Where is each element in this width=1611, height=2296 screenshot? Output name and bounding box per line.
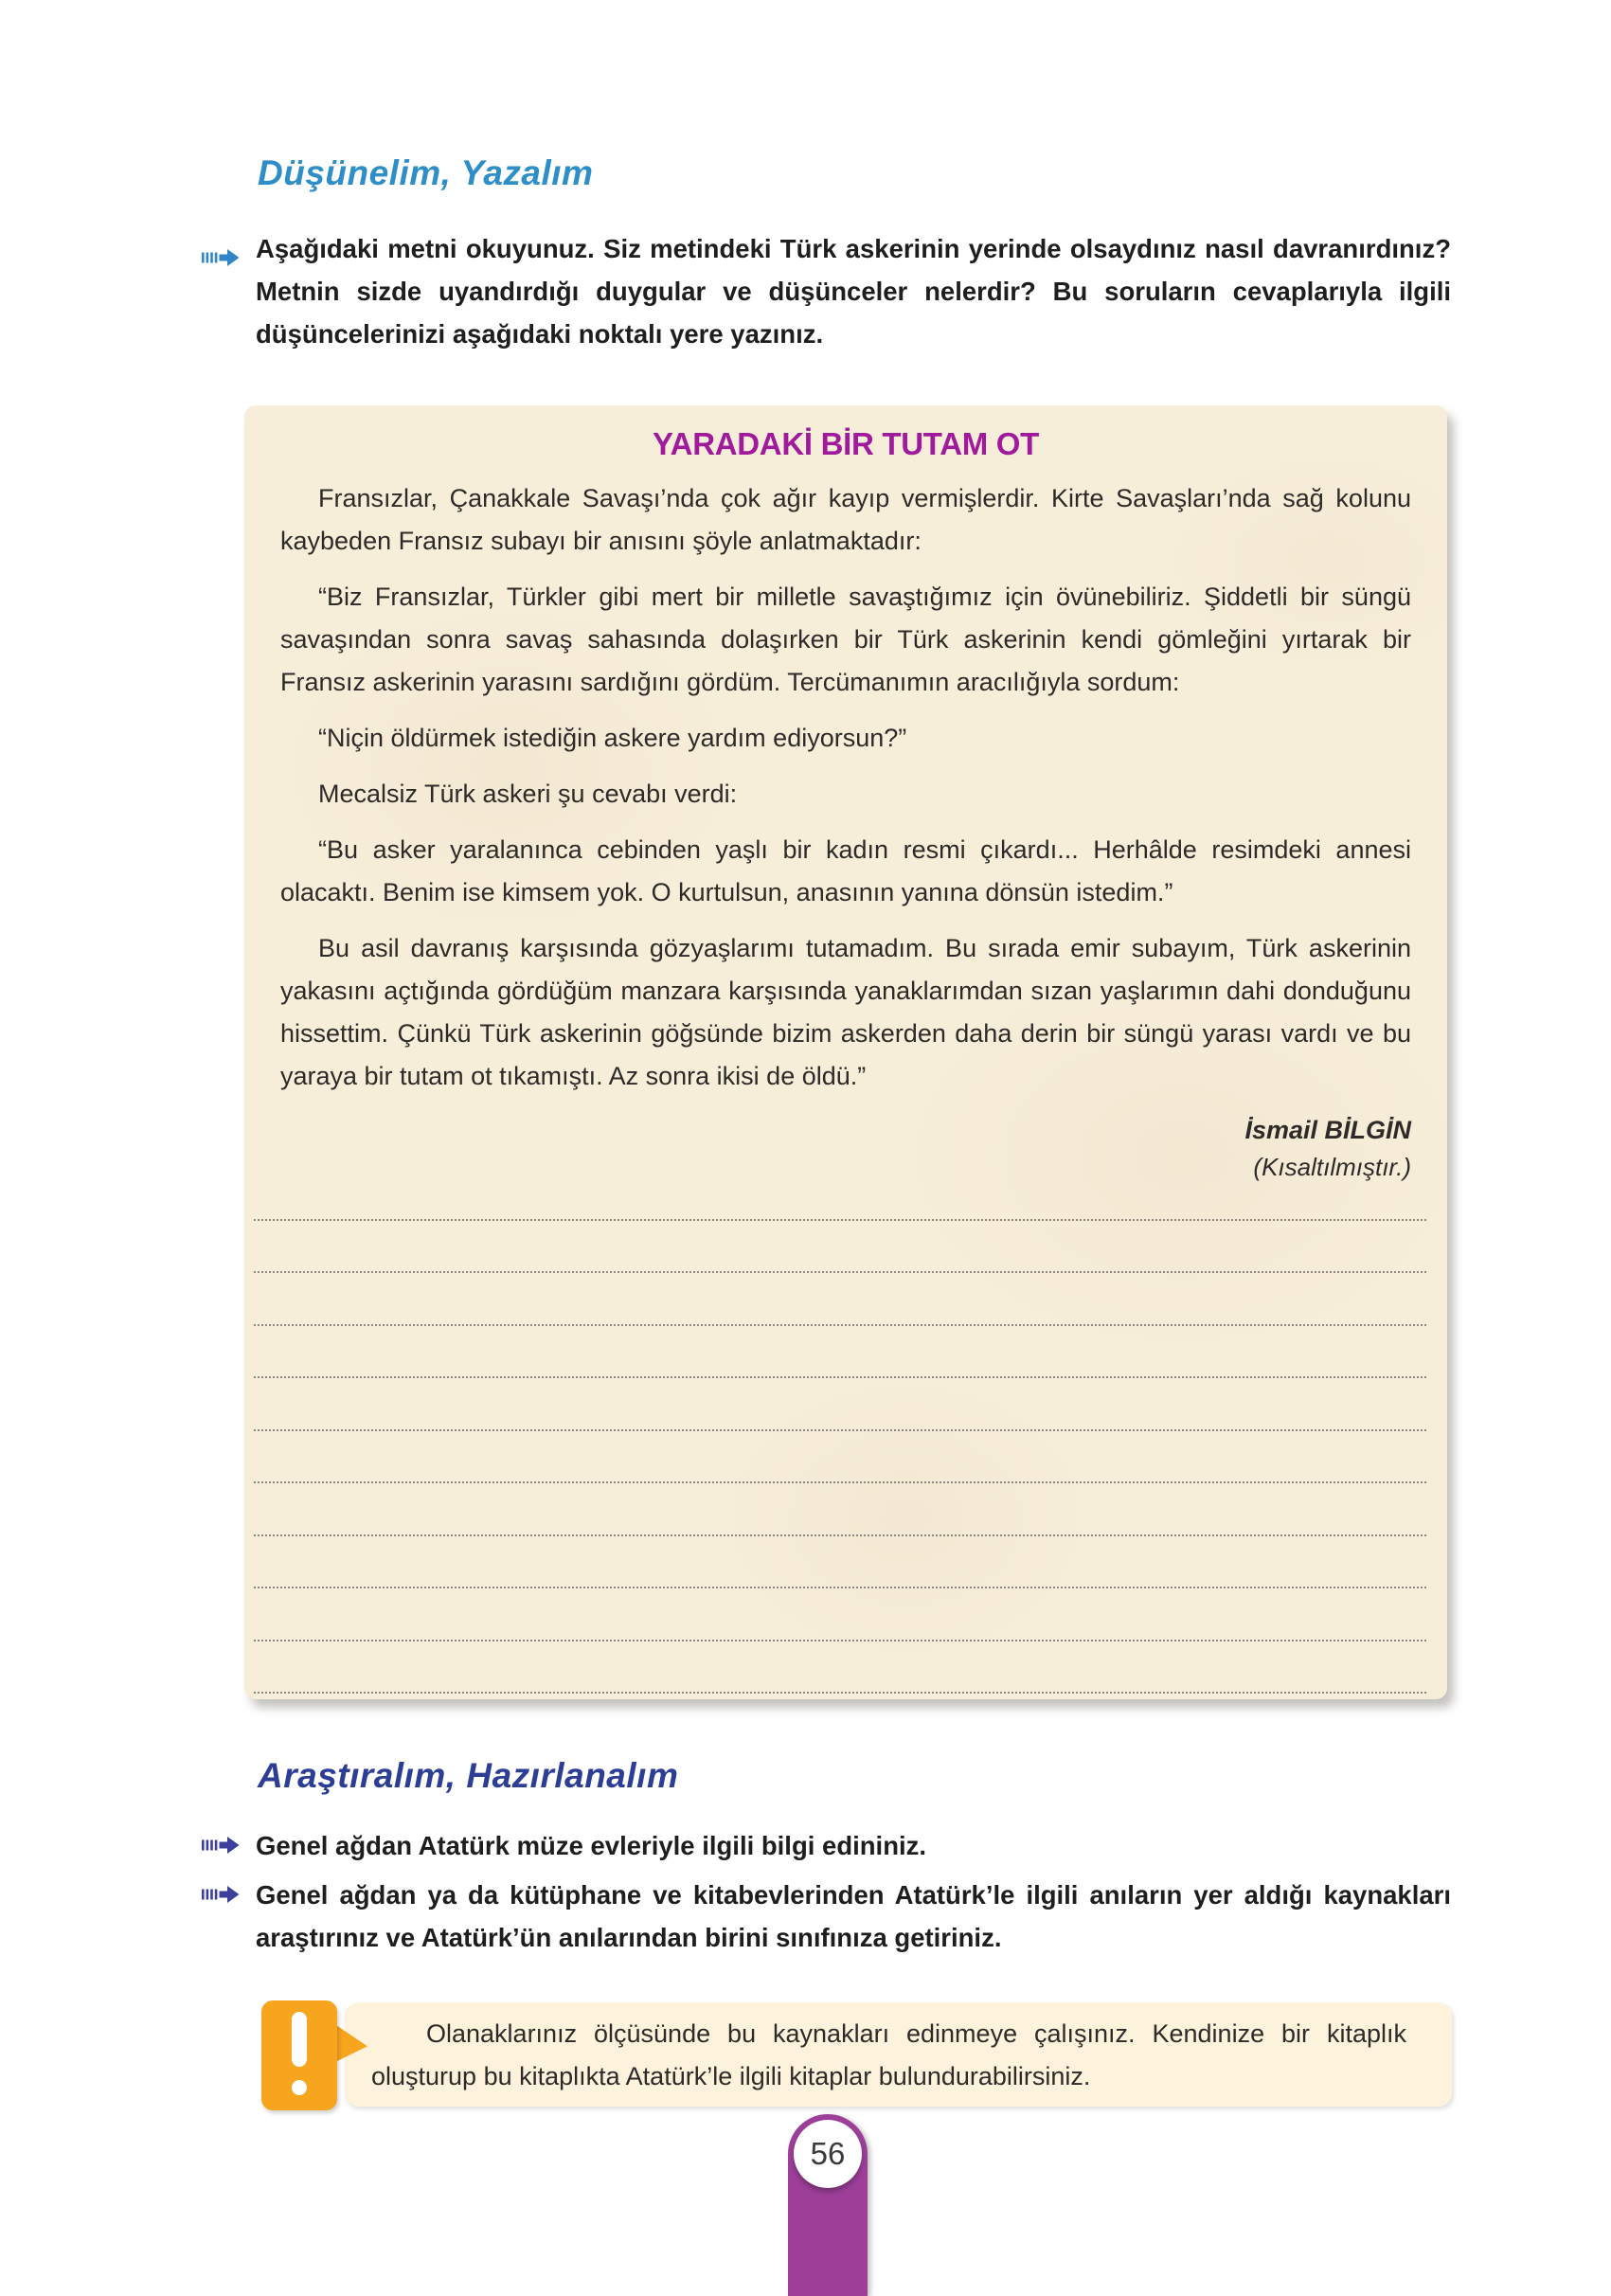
section-heading-think-write: Düşünelim, Yazalım <box>258 153 594 192</box>
passage-paragraph: “Biz Fransızlar, Türkler gibi mert bir milletle savaştığımız için övünebiliriz. Şiddetli bir süngü savaşından sonra savaş sahasında dolaşırken bir Türk askerinin kendi gömleğini yırtarak bir Fransız askerinin yarasını sardığını gördüm. Tercümanımın aracılığıyla sordum: <box>280 583 1411 696</box>
bullet-arrow-icon <box>201 1836 241 1855</box>
instruction-paragraph: Aşağıdaki metni okuyunuz. Siz metindeki Türk askerinin yerinde olsaydınız nasıl davranırdınız? Metnin sizde uyandırdığı duygular ve düşünceler nelerdir? Bu soruların cevaplarıyla ilgili düşüncelerinizi aşağıdaki noktalı yere yazınız. <box>256 234 1451 349</box>
passage-paragraph: “Bu asker yaralanınca cebinden yaşlı bir kadın resmi çıkardı... Herhâlde resimdeki annesi olacaktı. Benim ise kimsem yok. O kurtulsun, anasının yanına dönsün istedim.” <box>280 835 1411 906</box>
reading-title: YARADAKİ BİR TUTAM OT <box>652 426 1040 461</box>
writing-line <box>254 1431 1426 1484</box>
tip-note-text: Olanaklarınız ölçüsünde bu kaynakları edinmeye çalışınız. Kendinize bir kitaplık oluşturup bu kitaplıkta Atatürk’le ilgili kitaplar bulundurabilirsiniz. <box>371 2019 1406 2090</box>
research-task: Genel ağdan ya da kütüphane ve kitabevlerinden Atatürk’le ilgili anıların yer aldığı kaynakları araştırınız ve Atatürk’ün anılarından birini sınıfınıza getiriniz. <box>256 1880 1451 1952</box>
research-task: Genel ağdan Atatürk müze evleriyle ilgili bilgi edininiz. <box>256 1831 927 1860</box>
reading-passage-box <box>244 405 1447 1699</box>
page-number: 56 <box>810 2136 846 2171</box>
writing-lines <box>254 1168 1426 1694</box>
passage-paragraph: Bu asil davranış karşısında gözyaşlarımı tutamadım. Bu sırada emir subayım, Türk askerinin yakasını açtığında gördüğüm manzara karşısında yanaklarımdan sızan yaşlarımın dahi donduğunu hissettim. Çünkü Türk askerinin göğsünde bizim askerden daha derin bir süngü yarası vardı ve bu yaraya bir tutam ot tıkamıştı. Az sonra ikisi de öldü.” <box>280 934 1411 1090</box>
bullet-arrow-icon <box>201 1885 241 1904</box>
writing-line <box>254 1273 1426 1326</box>
reading-passage-content <box>244 405 1447 1185</box>
writing-line <box>254 1536 1426 1589</box>
writing-line <box>254 1221 1426 1274</box>
tip-note-box <box>345 2002 1452 2107</box>
passage-paragraph: Fransızlar, Çanakkale Savaşı’nda çok ağır kayıp vermişlerdir. Kirte Savaşları’nda sağ kolunu kaybeden Fransız subayı bir anısını şöyle anlatmaktadır: <box>280 484 1411 555</box>
exclamation-dot <box>292 2080 307 2095</box>
writing-line <box>254 1168 1426 1221</box>
writing-line <box>254 1588 1426 1641</box>
page-number-ribbon <box>788 2114 868 2296</box>
writing-line <box>254 1483 1426 1536</box>
bullet-arrow-icon <box>201 248 241 267</box>
exclamation-bar <box>292 2012 307 2067</box>
writing-line <box>254 1326 1426 1379</box>
abridged-note: (Kısaltılmıştır.) <box>1253 1153 1411 1181</box>
writing-line <box>254 1378 1426 1431</box>
passage-paragraph: “Niçin öldürmek istediğin askere yardım ediyorsun?” <box>318 724 907 752</box>
writing-line <box>254 1641 1426 1695</box>
page-number-badge <box>794 2120 862 2188</box>
passage-paragraph: Mecalsiz Türk askeri şu cevabı verdi: <box>318 780 738 808</box>
exclamation-icon <box>261 2000 337 2110</box>
author-name: İsmail BİLGİN <box>1244 1116 1411 1144</box>
section-heading-research-prepare: Araştıralım, Hazırlanalım <box>258 1756 679 1795</box>
